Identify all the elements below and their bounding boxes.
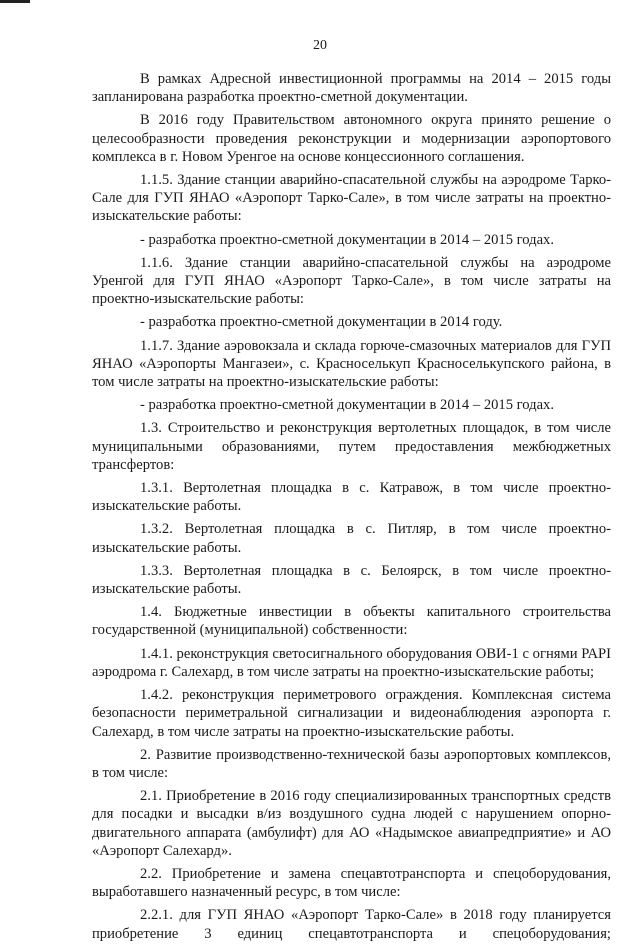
paragraph: 2.2. Приобретение и замена спецавтотранспорта и спецоборудования, выработавшего назначенный ресурс, в том числе: bbox=[92, 865, 611, 901]
paragraph: - разработка проектно-сметной документации в 2014 году. bbox=[140, 314, 503, 331]
paragraph: 1.3. Строительство и реконструкция вертолетных площадок, в том числе муниципальными образованиями, путем предоставления межбюджетных трансфертов: bbox=[92, 420, 611, 473]
paragraph: 1.1.7. Здание аэровокзала и склада горюче-смазочных материалов для ГУП ЯНАО «Аэропорты Мангазеи», с. Красноселькуп Красноселькупского района, в том числе затраты на проектно-изыскательские работы: bbox=[92, 337, 611, 391]
paragraph: 1.4.2. реконструкция периметрового ограждения. Комплексная система безопасности периметральной сигнализации и видеонаблюдения аэропорта г. Салехард, в том числе затраты на проектно-изыскательские работы. bbox=[92, 687, 611, 740]
paragraph: В 2016 году Правительством автономного округа принято решение о целесообразности проведения реконструкции и модернизации аэропортового комплекса в г. Новом Уренгое на основе концессионного соглашения. bbox=[92, 112, 611, 165]
paragraph: 1.3.3. Вертолетная площадка в с. Белоярск, в том числе проектно-изыскательские работы. bbox=[92, 562, 611, 598]
paragraph: 1.4.1. реконструкция светосигнального оборудования ОВИ-1 с огнями РАРI аэродрома г. Салехард, в том числе затраты на проектно-изыскательские работы; bbox=[92, 645, 611, 680]
paragraph: 2.2.1. для ГУП ЯНАО «Аэропорт Тарко-Сале» в 2018 году планируется приобретение 3 единиц спецавтотранспорта и спецоборудования; bbox=[92, 907, 611, 942]
document-body bbox=[92, 70, 611, 948]
paragraph: 1.1.5. Здание станции аварийно-спасательной службы на аэродроме Тарко-Сале для ГУП ЯНАО «Аэропорт Тарко-Сале», в том числе затраты на проектно-изыскательские работы: bbox=[92, 172, 611, 225]
paragraph: 2. Развитие производственно-технической базы аэропортовых комплексов, в том числе: bbox=[92, 746, 611, 781]
paragraph: 1.1.6. Здание станции аварийно-спасательной службы на аэродроме Уренгой для ГУП ЯНАО «Аэропорт Тарко-Сале», в том числе затраты на проектно-изыскательские работы: bbox=[92, 254, 611, 308]
scan-corner-mark bbox=[0, 0, 30, 3]
paragraph: 2.1. Приобретение в 2016 году специализированных транспортных средств для посадки и высадки в/из воздушного судна людей с нарушением опорно-двигательного аппарата (амбулифт) для АО «Надымское авиапредприятие» и АО «Аэропорт Салехард». bbox=[92, 788, 611, 859]
paragraph: - разработка проектно-сметной документации в 2014 – 2015 годах. bbox=[140, 231, 555, 248]
paragraph: 1.4. Бюджетные инвестиции в объекты капитального строительства государственной (муниципальной) собственности: bbox=[92, 604, 611, 639]
paragraph: - разработка проектно-сметной документации в 2014 – 2015 годах. bbox=[140, 397, 555, 414]
paragraph: 1.3.2. Вертолетная площадка в с. Питляр, в том числе проектно-изыскательские работы. bbox=[92, 521, 611, 556]
paragraph: В рамках Адресной инвестиционной программы на 2014 – 2015 годы запланирована разработка проектно-сметной документации. bbox=[92, 71, 611, 106]
page-number: 20 bbox=[313, 38, 327, 53]
paragraph: 1.3.1. Вертолетная площадка в с. Катравож, в том числе проектно-изыскательские работы. bbox=[92, 480, 611, 515]
